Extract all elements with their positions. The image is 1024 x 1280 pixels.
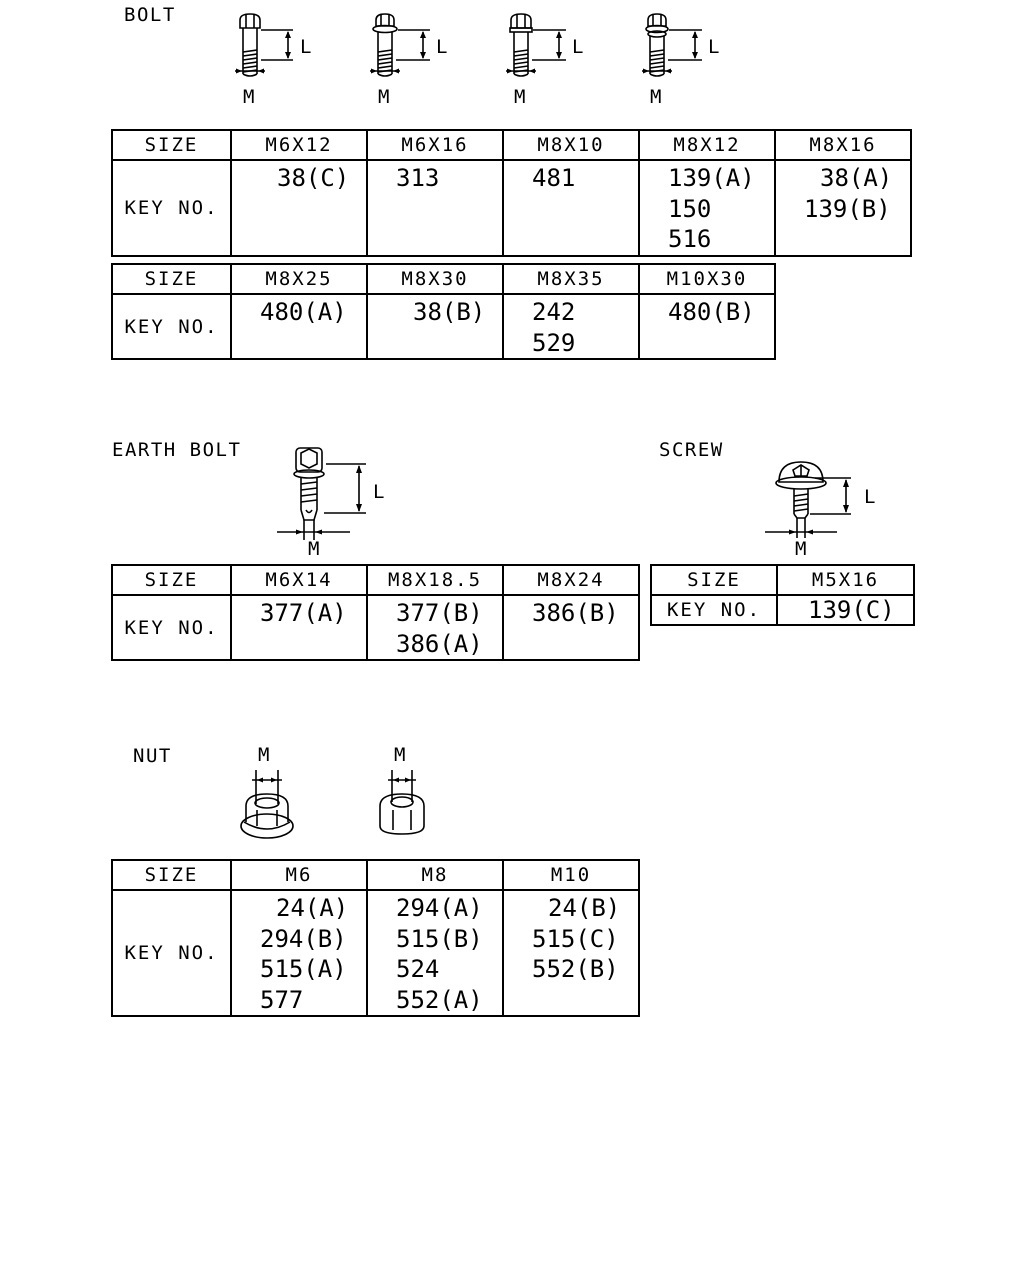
key-cell [367, 595, 503, 660]
key-value: 480(B) [668, 298, 755, 326]
key-cell [503, 294, 639, 359]
key-cell [367, 294, 503, 359]
size-cell: M6X12 [231, 130, 367, 160]
screw-l-label: L [864, 486, 877, 508]
size-header: SIZE [112, 130, 231, 160]
earth-bolt-size-table [111, 564, 640, 661]
key-no-header: KEY NO. [651, 595, 777, 625]
bolt-size-table-2 [111, 263, 776, 360]
table-header-row [112, 860, 639, 890]
size-cell: M10 [503, 860, 639, 890]
size-header: SIZE [651, 565, 777, 595]
key-cell [503, 595, 639, 660]
key-cell [639, 160, 775, 256]
size-cell: M10X30 [639, 264, 775, 294]
nut-2-m-label: M [394, 744, 407, 766]
size-cell: M8X25 [231, 264, 367, 294]
key-cell [367, 890, 503, 1016]
table-row [112, 595, 639, 660]
table-row [112, 294, 775, 359]
key-value: 139(C) [808, 596, 895, 624]
table-header-row [112, 130, 911, 160]
key-value: 139(A) [668, 164, 755, 192]
key-value: 24(B) [548, 894, 621, 922]
key-value: 313 [396, 164, 440, 192]
size-cell: M8X24 [503, 565, 639, 595]
key-value: 516 [668, 225, 712, 253]
key-value: 242 [532, 298, 576, 326]
flange-nut-drawing [230, 766, 310, 846]
key-no-header: KEY NO. [112, 294, 231, 359]
key-cell [503, 890, 639, 1016]
washer-bolt-drawing [496, 8, 606, 108]
key-cell [231, 160, 367, 256]
earth-bolt-m-label: M [308, 538, 321, 560]
key-value: 377(B) [396, 599, 483, 627]
nut-title: NUT [133, 745, 172, 767]
bolt-4-m-label: M [650, 86, 663, 108]
size-cell: M8 [367, 860, 503, 890]
bolt-1-l-label: L [300, 36, 313, 58]
table-row [112, 160, 911, 256]
nut-1-m-label: M [258, 744, 271, 766]
key-value: 515(B) [396, 924, 483, 953]
screw-drawing [755, 450, 865, 550]
bolt-1-m-label: M [243, 86, 256, 108]
size-header: SIZE [112, 860, 231, 890]
key-cell [367, 160, 503, 256]
screw-size-table [650, 564, 915, 626]
size-cell: M8X30 [367, 264, 503, 294]
size-header: SIZE [112, 565, 231, 595]
size-cell: M8X16 [775, 130, 911, 160]
table-row [651, 595, 914, 625]
nut-size-table [111, 859, 640, 1017]
screw-m-label: M [795, 538, 808, 560]
table-header-row [651, 565, 914, 595]
key-cell [231, 890, 367, 1016]
size-cell: M8X12 [639, 130, 775, 160]
key-value: 377(A) [260, 599, 347, 627]
size-cell: M6X16 [367, 130, 503, 160]
bolt-3-m-label: M [514, 86, 527, 108]
key-cell [231, 595, 367, 660]
size-cell: M5X16 [777, 565, 914, 595]
flange-bolt-drawing [360, 8, 470, 108]
key-value: 552(A) [396, 985, 483, 1014]
size-cell: M8X35 [503, 264, 639, 294]
earth-bolt-l-label: L [373, 481, 386, 503]
hex-nut-drawing [368, 766, 448, 846]
size-cell: M8X10 [503, 130, 639, 160]
key-value: 529 [532, 328, 576, 357]
key-cell [775, 160, 911, 256]
bolt-4-l-label: L [708, 36, 721, 58]
key-value: 515(A) [260, 955, 347, 983]
key-value: 294(A) [396, 894, 483, 922]
key-no-header: KEY NO. [112, 595, 231, 660]
key-value: 38(C) [277, 164, 350, 192]
key-value: 386(A) [396, 629, 483, 658]
key-cell [777, 595, 914, 625]
collar-bolt-drawing [632, 8, 742, 108]
key-value: 294(B) [260, 924, 347, 953]
key-value: 577 [260, 985, 304, 1014]
key-value: 24(A) [276, 894, 349, 922]
key-value: 480(A) [260, 298, 347, 326]
key-value: 481 [532, 164, 576, 192]
key-cell [639, 294, 775, 359]
size-cell: M6X14 [231, 565, 367, 595]
table-header-row [112, 264, 775, 294]
key-value: 139(B) [804, 194, 891, 223]
key-no-header: KEY NO. [112, 160, 231, 256]
size-header: SIZE [112, 264, 231, 294]
key-cell [231, 294, 367, 359]
key-value: 552(B) [532, 955, 619, 983]
screw-title: SCREW [659, 439, 724, 461]
bolt-title: BOLT [124, 4, 176, 26]
key-value: 524 [396, 955, 440, 983]
key-value: 38(B) [413, 298, 486, 326]
table-row [112, 890, 639, 1016]
key-value: 38(A) [820, 164, 893, 192]
hex-bolt-drawing [225, 8, 335, 108]
key-value: 150 [668, 194, 712, 223]
bolt-3-l-label: L [572, 36, 585, 58]
size-cell: M6 [231, 860, 367, 890]
table-header-row [112, 565, 639, 595]
key-cell [503, 160, 639, 256]
key-value: 386(B) [532, 599, 619, 627]
earth-bolt-title: EARTH BOLT [112, 439, 242, 461]
bolt-2-m-label: M [378, 86, 391, 108]
bolt-2-l-label: L [436, 36, 449, 58]
bolt-size-table-1 [111, 129, 912, 257]
key-value: 515(C) [532, 924, 619, 953]
size-cell: M8X18.5 [367, 565, 503, 595]
key-no-header: KEY NO. [112, 890, 231, 1016]
